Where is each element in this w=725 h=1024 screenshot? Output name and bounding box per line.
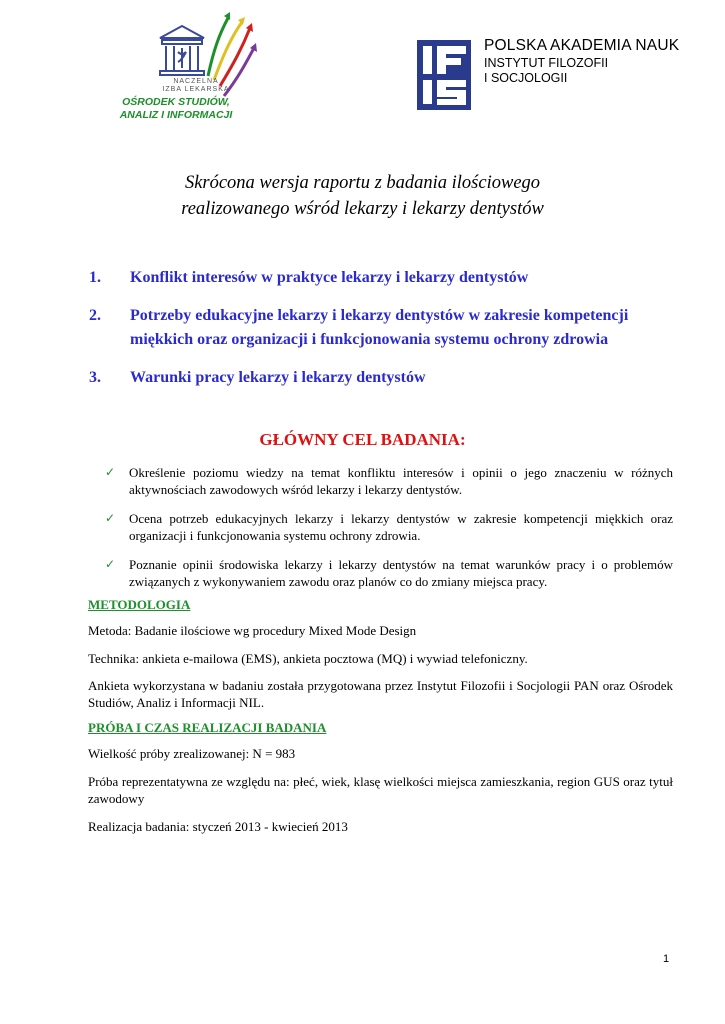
sample-period: Realizacja badania: styczeń 2013 - kwiecień 2013 <box>88 819 348 834</box>
sample-representativeness: Próba reprezentatywna ze względu na: płeć, wiek, klasę wielkości miejsca zamieszkania, region GUS oraz tytuł zawodowy <box>88 774 673 806</box>
goal-item <box>105 556 673 590</box>
nil-line1: NACZELNA <box>173 78 219 85</box>
title-line2: realizowanego wśród lekarzy i lekarzy dentystów <box>181 199 544 219</box>
topic-number: 1. <box>89 269 101 286</box>
topic-number: 3. <box>89 369 101 386</box>
sample-heading: PRÓBA I CZAS REALIZACJI BADANIA <box>88 720 327 735</box>
pan-sub-line2: I SOCJOLOGII <box>484 71 568 85</box>
pan-title: POLSKA AKADEMIA NAUK <box>484 37 680 54</box>
document-title <box>0 170 725 222</box>
topic-text: Warunki pracy lekarzy i lekarzy dentystów <box>130 369 426 386</box>
nil-line2: IZBA LEKARSKA <box>162 86 230 93</box>
topic-item <box>89 266 679 290</box>
nil-logo-text <box>156 78 236 94</box>
topics-list <box>89 266 679 404</box>
goal-item <box>105 464 673 498</box>
nil-green-line2: ANALIZ I INFORMACJI <box>119 109 233 121</box>
topic-number: 2. <box>89 307 101 324</box>
checkmark-icon: ✓ <box>105 465 116 479</box>
sample-size: Wielkość próby zrealizowanej: N = 983 <box>88 746 296 761</box>
methodology-method: Metoda: Badanie ilościowe wg procedury Mixed Mode Design <box>88 623 417 638</box>
methodology-heading: METODOLOGIA <box>88 597 191 612</box>
goal-item <box>105 510 673 544</box>
goal-text: Ocena potrzeb edukacyjnych lekarzy i lekarzy dentystów w zakresie kompetencji miękkich oraz organizacji i funkcjonowania systemu ochrony zdrowia. <box>129 511 673 543</box>
topic-text: Potrzeby edukacyjne lekarzy i lekarzy dentystów w zakresie kompetencji miękkich oraz organizacji i funkcjonowania systemu ochrony zdrowia <box>130 307 629 348</box>
topic-item <box>89 366 679 390</box>
pan-subtitle <box>484 56 608 86</box>
goal-heading: GŁÓWNY CEL BADANIA: <box>259 430 466 449</box>
page-number: 1 <box>663 953 670 965</box>
methodology-technique: Technika: ankieta e-mailowa (EMS), ankieta pocztowa (MQ) i wywiad telefoniczny. <box>88 651 528 666</box>
goal-text: Określenie poziomu wiedzy na temat konfliktu interesów i opinii o jego znaczeniu w różnych aktywnościach zawodowych wśród lekarzy i lekarzy dentystów. <box>129 465 673 497</box>
methodology-questionnaire: Ankieta wykorzystana w badaniu została przygotowana przez Instytut Filozofii i Socjologii PAN oraz Ośrodek Studiów, Analiz i Informacji NIL. <box>88 678 673 710</box>
topic-text: Konflikt interesów w praktyce lekarzy i lekarzy dentystów <box>130 269 529 286</box>
checkmark-icon: ✓ <box>105 557 116 571</box>
checkmark-icon: ✓ <box>105 511 116 525</box>
goals-list <box>105 464 673 602</box>
goal-text: Poznanie opinii środowiska lekarzy i lekarzy dentystów na temat warunków pracy i o problemów związanych z wykonywaniem zawodu oraz planów co do zmiany miejsca pracy. <box>129 557 673 589</box>
pan-sub-line1: INSTYTUT FILOZOFII <box>484 56 609 70</box>
ifis-logo-icon <box>415 38 473 112</box>
nil-logo-green-text <box>118 96 234 122</box>
topic-item <box>89 304 679 352</box>
nil-green-line1: OŚRODEK STUDIÓW, <box>122 96 230 108</box>
title-line1: Skrócona wersja raportu z badania ilościowego <box>184 173 541 193</box>
